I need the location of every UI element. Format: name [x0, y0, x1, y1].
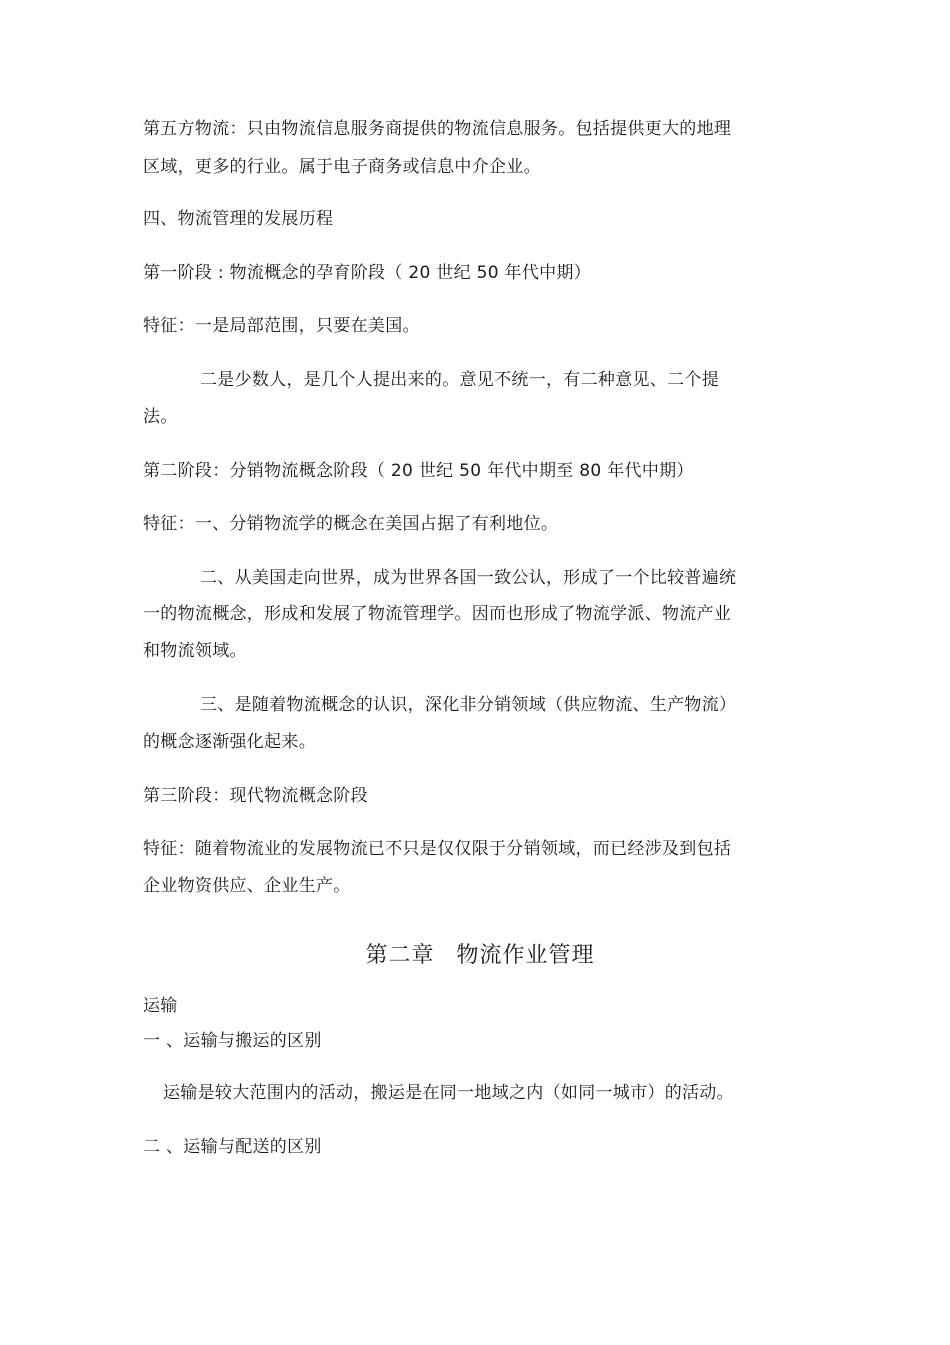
stage-two-feature-3-line2: 的概念逐渐强化起来。: [143, 732, 316, 752]
item-transport-vs-handling: 一 、运输与搬运的区别: [143, 1031, 322, 1051]
stage-two-feature-2-line2: 一的物流概念，形成和发展了物流管理学。因而也形成了物流学派、物流产业: [143, 604, 732, 624]
stage-three-feature-line1: 特征：随着物流业的发展物流已不只是仅仅限于分销领域，而已经涉及到包括: [143, 839, 732, 859]
stage-one-feature-2-line2: 法。: [143, 407, 178, 427]
chapter-number: 第二章: [365, 943, 435, 968]
chapter-name: 物流作业管理: [456, 943, 595, 968]
stage-one-feature-1: 特征：一是局部范围，只要在美国。: [143, 316, 420, 336]
stage-two-feature-3-line1: 三、是随着物流概念的认识，深化非分销领域（供应物流、生产物流）: [200, 695, 737, 715]
heading-development-history: 四、物流管理的发展历程: [143, 209, 334, 229]
stage-three-feature-line2: 企业物资供应、企业生产。: [143, 876, 351, 896]
stage-two-feature-1: 特征：一、分销物流学的概念在美国占据了有利地位。: [143, 514, 559, 534]
item-transport-vs-distribution: 二 、运输与配送的区别: [143, 1137, 322, 1157]
stage-one-heading: 第一阶段 : 物流概念的孕育阶段（ 20 世纪 50 年代中期）: [143, 263, 592, 283]
stage-one-feature-2-line1: 二是少数人，是几个人提出来的。意见不统一，有二种意见、二个提: [200, 370, 719, 390]
paragraph-fifth-party-logistics-line2: 区域，更多的行业。属于电子商务或信息中介企业。: [143, 157, 541, 177]
stage-three-heading: 第三阶段：现代物流概念阶段: [143, 786, 368, 806]
paragraph-fifth-party-logistics-line1: 第五方物流：只由物流信息服务商提供的物流信息服务。包括提供更大的地理: [143, 119, 732, 139]
stage-two-heading: 第二阶段：分销物流概念阶段（ 20 世纪 50 年代中期至 80 年代中期）: [143, 461, 694, 481]
stage-two-feature-2-line3: 和物流领域。: [143, 641, 247, 661]
section-transport: 运输: [143, 996, 178, 1016]
stage-two-feature-2-line1: 二、从美国走向世界，成为世界各国一致公认，形成了一个比较普遍统: [200, 568, 737, 588]
item-transport-vs-handling-body: 运输是较大范围内的活动，搬运是在同一地域之内（如同一城市）的活动。: [163, 1083, 734, 1103]
chapter-title: [0, 942, 950, 970]
